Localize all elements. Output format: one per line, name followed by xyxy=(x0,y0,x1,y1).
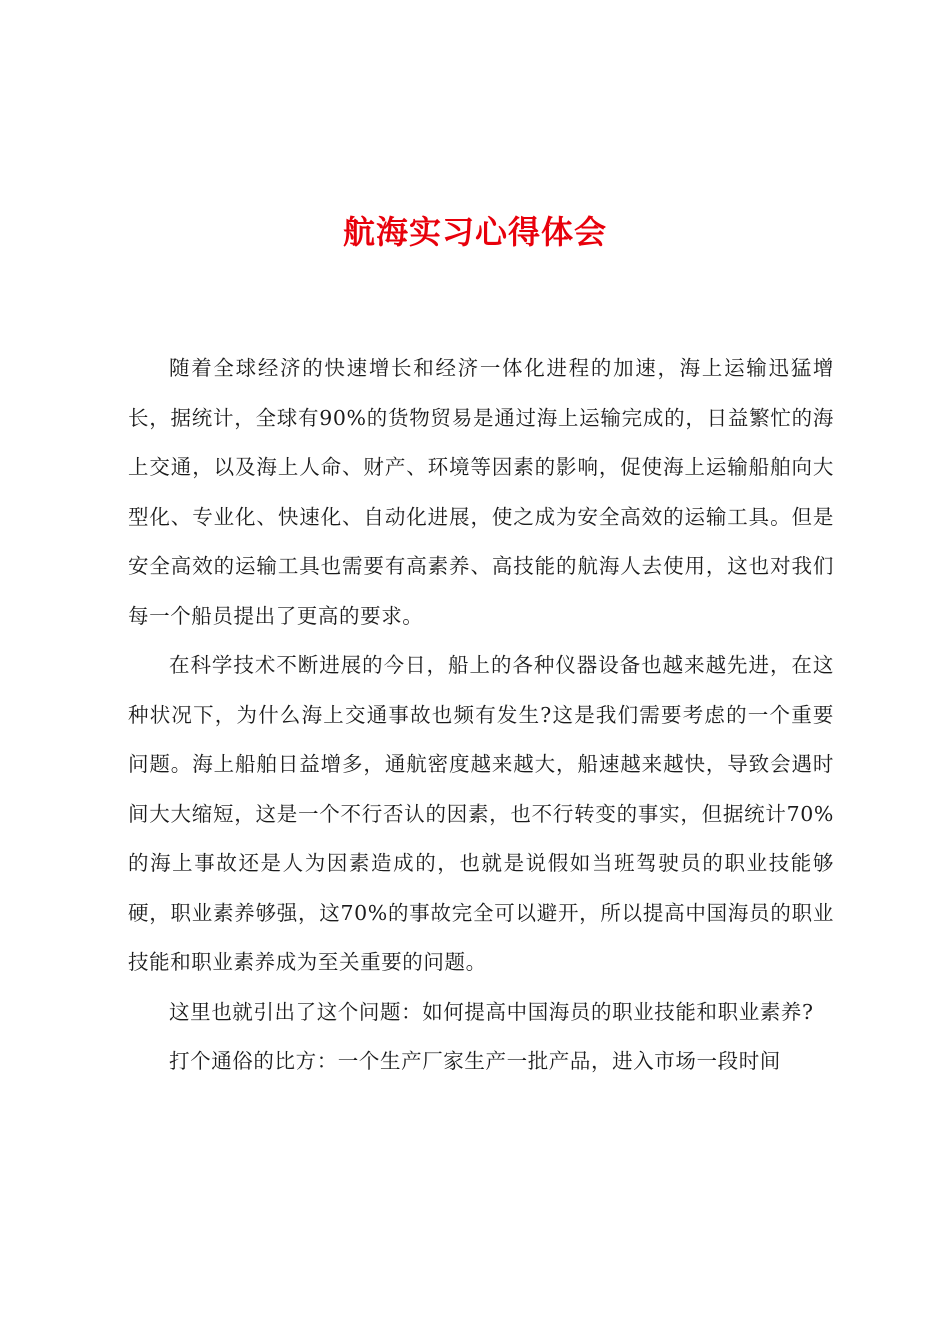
paragraph: 随着全球经济的快速增长和经济一体化进程的加速，海上运输迅猛增长，据统计，全球有90%的货物贸易是通过海上运输完成的，日益繁忙的海上交通，以及海上人命、财产、环境等因素的影响，促使海上运输船舶向大型化、专业化、快速化、自动化进展，使之成为安全高效的运输工具。但是安全高效的运输工具也需要有高素养、高技能的航海人去使用，这也对我们每一个船员提出了更高的要求。 xyxy=(128,356,834,628)
document-title: 航海实习心得体会 xyxy=(342,213,607,251)
document-body xyxy=(128,344,834,1087)
paragraph: 这里也就引出了这个问题：如何提高中国海员的职业技能和职业素养? xyxy=(169,999,814,1024)
paragraph: 在科学技术不断进展的今日，船上的各种仪器设备也越来越先进，在这种状况下，为什么海上交通事故也频有发生?这是我们需要考虑的一个重要问题。海上船舶日益增多，通航密度越来越大，船速越来越快，导致会遇时间大大缩短，这是一个不行否认的因素，也不行转变的事实，但据统计70%的海上事故还是人为因素造成的，也就是说假如当班驾驶员的职业技能够硬，职业素养够强，这70%的事故完全可以避开，所以提高中国海员的职业技能和职业素养成为至关重要的问题。 xyxy=(128,653,834,974)
paragraph: 打个通俗的比方：一个生产厂家生产一批产品，进入市场一段时间 xyxy=(169,1049,781,1073)
